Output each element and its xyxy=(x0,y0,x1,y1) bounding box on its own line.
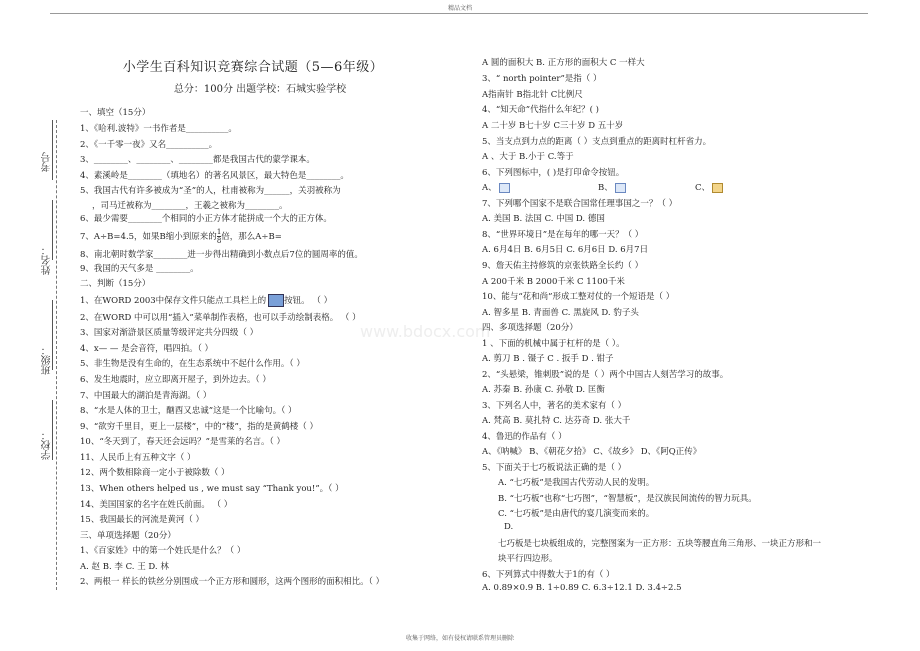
answer-option: B. “七巧板”也称“七巧图”，“智慧板”，是汉族民间流传的智力玩具。 xyxy=(498,494,757,504)
judge-1-text: 1、在WORD 2003中保存文件只能点工具栏上的 xyxy=(80,296,267,306)
answer-options: A. 剪刀 B . 镊子 C . 扳手 D . 钳子 xyxy=(482,354,614,364)
side-label-school: 学校： xyxy=(42,430,53,460)
question-line: 2、两根一 样长的铁丝分别围成一个正方形和圆形，这两个图形的面积相比。（ ） xyxy=(80,577,385,587)
footer-note: 收集于网络，如有侵权请联系管理员删除 xyxy=(405,635,514,642)
school-line xyxy=(52,400,53,460)
question-line: 4、x— — 是会音符，唱四拍。（ ） xyxy=(80,344,214,354)
icon-options xyxy=(695,181,723,193)
fraction-denominator: 8 xyxy=(216,237,222,245)
question-line: 7、中国最大的湖泊是青海湖。（ ） xyxy=(80,391,212,401)
question-line: 7、下列哪个国家不是联合国常任理事国之一？（ ） xyxy=(482,199,678,209)
question-line: 6、下列算式中得数大于1的有（ ） xyxy=(482,570,615,580)
question-7-tail: 倍，那么A÷B= xyxy=(221,232,282,242)
answer-options: A 、大于 B.小于 C.等于 xyxy=(482,152,574,162)
open-folder-icon xyxy=(712,183,723,193)
question-line: ，司马迁被称为________，王羲之被称为________。 xyxy=(92,201,288,211)
exam-no-line xyxy=(52,120,53,180)
icon-options xyxy=(598,181,626,193)
question-line: 9、詹天佑主持修筑的京张铁路全长约（ ） xyxy=(482,261,644,271)
binding-line xyxy=(56,120,57,590)
icon-options xyxy=(482,181,510,193)
question-line: 3、下列名人中，著名的美术家有（ ） xyxy=(482,401,627,411)
question-line: 9、“欲穷千里目，更上一层楼”，中的“楼”，指的是黄鹤楼（ ） xyxy=(80,422,318,432)
question-line: 10、“冬天到了，春天还会远吗？”是雪莱的名言。（ ） xyxy=(80,437,285,447)
answer-option: C. “七巧板”是由唐代的宴几演变而来的。 xyxy=(498,509,655,519)
page-subtitle: 总分：100分 出题学校：石城实验学校 xyxy=(173,84,347,95)
class-line xyxy=(52,300,53,370)
question-line: 5、非生物是没有生命的，在生态系统中不起什么作用。（ ） xyxy=(80,359,305,369)
print-icon xyxy=(615,183,626,193)
answer-option-text: 块平行四边形。 xyxy=(498,554,558,564)
question-line: 12、两个数相除商一定小于被除数（ ） xyxy=(80,468,230,478)
question-line: 3、国家对渐滸景区质量等级评定共分四级（ ） xyxy=(80,328,259,338)
answer-options: A. 6月4日 B. 6月5日 C. 6月6日 D. 6月7日 xyxy=(482,245,649,255)
answer-options: A 圆的面积大 B. 正方形的面积大 C 一样大 xyxy=(482,58,645,68)
side-label-class: 班级： xyxy=(42,345,53,375)
watermark: www.bdocx.com xyxy=(360,322,491,341)
question-line: 4、“知天命”代指什么年纪？( ) xyxy=(482,105,599,115)
question-line: 1 、下面的机械中属于杠杆的是（ ）。 xyxy=(482,339,625,349)
answer-option: D. xyxy=(504,522,514,532)
question-line: 6、下列图标中，( )是打印命令按钮。 xyxy=(482,168,625,178)
question-line: 6、最少需要________个相同的小正方体才能拼成一个大的正方体。 xyxy=(80,214,332,224)
answer-option-text: 七巧板是七块板组成的，完整图案为一正方形：五块等腰直角三角形、一块正方形和一 xyxy=(498,539,822,549)
question-line: 8、“水是人体的卫士，酗酉又忠诚”这是一个比喻句。（ ） xyxy=(80,406,297,416)
question-line: 9、我国的天气多是 ________。 xyxy=(80,264,199,274)
answer-options: A、《呐喊》 B、《朝花夕拾》 C、《故乡》 D、《阿Q正传》 xyxy=(482,447,702,457)
name-line xyxy=(52,200,53,260)
answer-options: A. 0.89×0.9 B. 1÷0.89 C. 6.3÷12.1 D. 3.4÷2.5 xyxy=(482,583,682,593)
question-line: 2、《一千零一夜》又名__________。 xyxy=(80,140,218,150)
side-label-exam-no: 考号 xyxy=(42,152,53,172)
option-b-label: B、 xyxy=(598,183,613,193)
question-line: 8、“世界环境日”是在每年的哪一天？（ ） xyxy=(482,230,644,240)
question-line: 15、我国最长的河流是黄河（ ） xyxy=(80,515,205,525)
answer-options: A. 美国 B. 法国 C. 中国 D. 德国 xyxy=(482,214,605,224)
answer-option: A. “七巧板”是我国古代劳动人民的发明。 xyxy=(498,478,655,488)
question-line: 4、鲁迅的作品有（ ） xyxy=(482,432,567,442)
question-line: 3、“ north pointer”是指（ ） xyxy=(482,74,602,84)
side-label-name: 姓名： xyxy=(42,245,53,275)
save-toolbar-icon xyxy=(268,294,284,307)
judge-1-tail: 按钮。 （ ） xyxy=(284,296,333,306)
answer-options: A. 梵高 B. 莫扎特 C. 达芬奇 D. 张大千 xyxy=(482,416,631,426)
question-line xyxy=(80,228,282,245)
answer-options: A 200千米 B 2000千米 C 1100千米 xyxy=(482,277,625,287)
question-line: 5、我国古代有许多被成为“圣”的人，杜甫被称为______，关羽被称为 xyxy=(80,186,341,196)
print-preview-icon xyxy=(499,183,510,193)
answer-options: A. 苏秦 B. 孙康 C. 孙敬 D. 匡衡 xyxy=(482,385,605,395)
question-line: 13、When others helped us , we must say “Thank you!”。（ ） xyxy=(80,484,344,494)
section-fill-heading: 一、填空（15分） xyxy=(80,108,151,118)
question-line: 14、美国国家的名字在姓氏前面。 （ ） xyxy=(80,500,233,510)
section-multi-choice-heading: 四、多项选择题（20分） xyxy=(482,323,578,333)
option-a-label: A、 xyxy=(482,183,497,193)
question-line: 5、当支点到力点的距离（ ）支点到重点的距离时杠杆省力。 xyxy=(482,137,712,147)
fraction-numerator: 1 xyxy=(216,228,222,236)
question-line xyxy=(80,294,332,307)
question-line: 2、“头悬梁，锥刺股”说的是（ ）两个中国古人刻苦学习的故事。 xyxy=(482,370,729,380)
question-line: 11、人民币上有五种文字（ ） xyxy=(80,453,196,463)
page-title: 小学生百科知识竞赛综合试题（5—6年级） xyxy=(122,60,384,75)
header-rule xyxy=(50,13,868,14)
question-line: 8、南北朝时数学家________进一步得出精确到小数点后7位的圆周率的值。 xyxy=(80,250,363,260)
section-single-choice-heading: 三、单项选择题（20分） xyxy=(80,531,176,541)
question-line: 5、下面关于七巧板说法正确的是（ ） xyxy=(482,463,627,473)
header-note: 精品文档 xyxy=(447,5,472,12)
question-line: 2、在WORD 中可以用“插入”菜单制作表格，也可以手动绘制表格。 （ ） xyxy=(80,313,361,323)
answer-options: A指南针 B指北针 C比例尺 xyxy=(482,90,583,100)
answer-options: A. 赵 B. 李 C. 王 D. 林 xyxy=(80,562,169,572)
question-7-text: 7、A÷B=4.5，如果B缩小到原来的 xyxy=(80,232,217,242)
section-judge-heading: 二、判断（15分） xyxy=(80,279,151,289)
question-line: 3、________、________、________都是我国古代的蒙学课本。 xyxy=(80,155,315,165)
answer-options: A 二十岁 B七十岁 C三十岁 D 五十岁 xyxy=(482,121,624,131)
option-c-label: C、 xyxy=(695,183,711,193)
question-line: 4、素溪岭是________（填地名）的著名风景区，最大特色是________。 xyxy=(80,171,349,181)
question-line: 1、《哈利.波特》一书作者是__________。 xyxy=(80,124,237,134)
question-line: 10、能与“花和尚”形成工整对仗的一个短语是（ ） xyxy=(482,292,675,302)
question-line: 1、《百家姓》中的第一个姓氏是什么？（ ） xyxy=(80,546,246,556)
question-line: 6、发生地震时，应立即离开屋子，到外边去。（ ） xyxy=(80,375,271,385)
answer-options: A. 智多星 B. 青面兽 C. 黑旋风 D. 豹子头 xyxy=(482,308,639,318)
